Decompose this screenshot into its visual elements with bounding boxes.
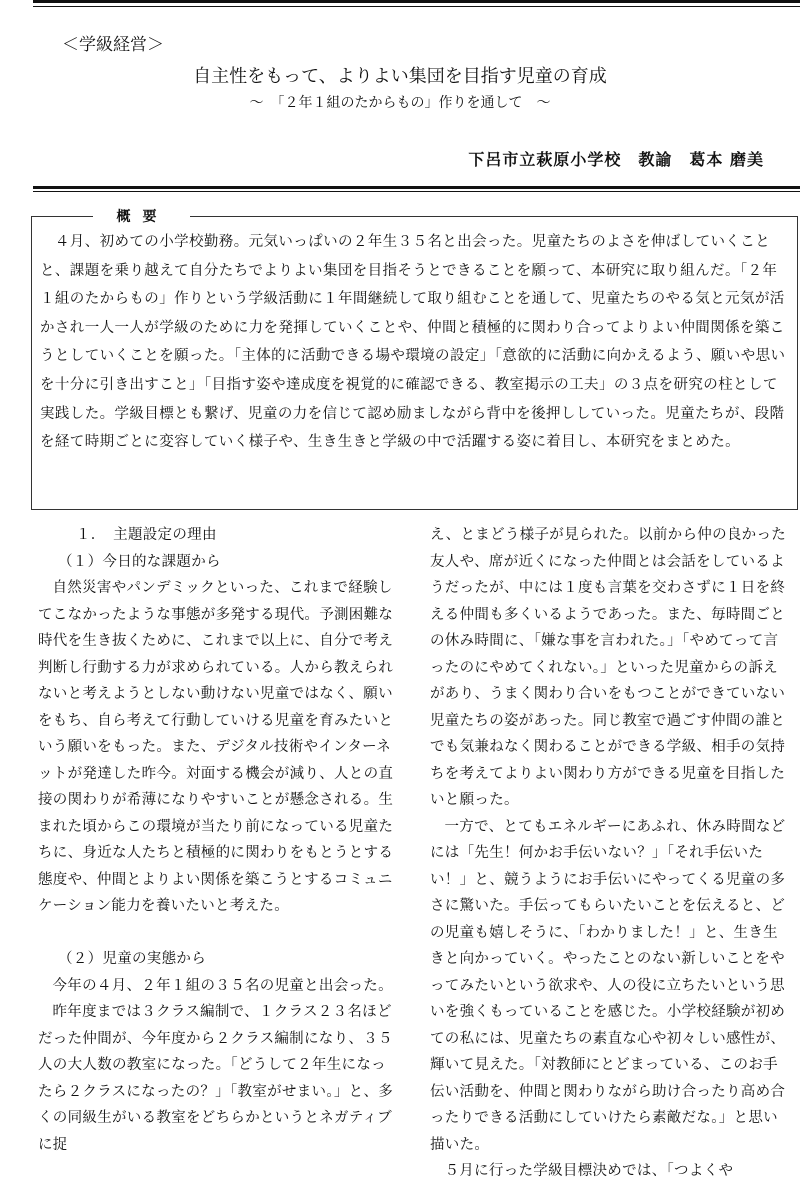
author-line: 下呂市立萩原小学校 教諭 葛本 磨美 bbox=[468, 150, 764, 169]
paragraph: 今年の４月、２年１組の３５名の児童と出会った。 bbox=[52, 977, 393, 994]
header-rule-thin bbox=[33, 191, 800, 192]
paragraph: え、とまどう様子が見られた。以前から仲の良かった友人や、席が近くになった仲間とは会話をしているようだったが、中には１度も言葉を交わさずに１日を終える仲間も多くいるようであった。また、毎時間ごとの休み時間に、「嫌な事を言われた。」「やめてって言ったのにやめてくれない。」といった児童からの訴えがあり、うまく関わり合いをもつことができていない児童たちの姿があった。同じ教室で過ごす仲間の誰とでも気兼ねなく関わることができる学級、相手の気持ちを考えてよりよい関わり方ができる児童を目指したいと願った。 bbox=[430, 527, 787, 808]
summary-label: 概要 bbox=[100, 206, 185, 226]
left-column bbox=[38, 522, 400, 1158]
paragraph: 昨年度までは３クラス編制で、１クラス２３名ほどだった仲間が、今年度から２クラス編制になり、３５人の大人数の教室になった。「どうして２年生になったら２クラスになったの？」「教室がせまい。」と、多くの同級生がいる教室をどちらかというとネガティブに捉 bbox=[38, 1004, 394, 1153]
page-title: 自主性をもって、よりよい集団を目指す児童の育成 bbox=[193, 66, 607, 87]
paragraph: 自然災害やパンデミックといった、これまで経験してこなかったような事態が多発する現代。予測困難な時代を生き抜くために、これまで以上に、自分で考え判断し行動する力が求められている。人から教えられないと考えようとしない動けない児童ではなく、願いをもち、自ら考えて行動していける児童を育みたいという願いをもった。また、デジタル技術やインターネットが発達した昨今。対面する機会が減り、人との直接の関わりが希薄になりやすいことが懸念される。生まれた頃からこの環境が当たり前になっている児童たちに、身近な人たちと積極的に関わりをもとうとする態度や、仲間とよりよい関係を築こうとするコミュニケーション能力を養いたいと考えた。 bbox=[38, 580, 394, 914]
section-heading: １． 主題設定の理由 bbox=[76, 527, 217, 543]
summary-text: ４月、初めての小学校勤務。元気いっぱいの２年生３５名と出会った。児童たちのよさを伸ばしていくことと、課題を乗り越えて自分たちでよりよい集団を目指そうとできることを願って、本研究に取り組んだ。「２年１組のたからもの」作りという学級活動に１年間継続して取り組むことを通して、児童たちのやる気と元気が活かされ一人一人が学級のために力を発揮していくことや、仲間と積極的に関わり合ってよりよい仲間関係を築こうとしていくことを願った。「主体的に活動できる場や環境の設定」「意欲的に活動に向かえるよう、願いや思いを十分に引き出すこと」「目指す姿や達成度を視覚的に確認できる、教室掲示の工夫」の３点を研究の柱として実践した。学級目標とも繋げ、児童の力を信じて認め励ましながら背中を後押ししていった。児童たちが、段階を経て時期ごとに変容していく様子や、生き生きと学級の中で活躍する姿に着目し、本研究をまとめた。 bbox=[40, 234, 786, 451]
summary-box-border bbox=[31, 216, 93, 217]
subsection-heading: （２）児童の実態から bbox=[58, 951, 206, 967]
top-rule-thick bbox=[33, 0, 800, 3]
paragraph: 一方で、とてもエネルギーにあふれ、休み時間などには「先生！何かお手伝いない？」「それ手伝いたい！」と、競うようにお手伝いにやってくる児童の多さに驚いた。手伝ってもらいたいことを伝えると、どの児童も嬉しそうに、「わかりました！」と、生き生きと向かっていく。やったことのない新しいことをやってみたいという欲求や、人の役に立ちたいという思いを強くもっていることを感じた。小学校経験が初めての私には、児童たちの素直な心や初々しい感性が、輝いて見えた。「対教師にとどまっている、このお手伝い活動を、仲間と関わりながら助け合ったり高め合ったりできる活動にしていけたら素敵だな。」と思い描いた。 bbox=[430, 818, 786, 1153]
subsection-heading: （１）今日的な課題から bbox=[58, 553, 221, 570]
paragraph: ５月に行った学級目標決めでは、「つよくや bbox=[444, 1163, 734, 1179]
header-rule-thick bbox=[33, 186, 800, 189]
summary-box-border bbox=[190, 216, 798, 217]
right-column bbox=[430, 522, 792, 1185]
top-rule-thin bbox=[33, 6, 800, 7]
category-label: ＜学級経営＞ bbox=[62, 35, 164, 55]
page-subtitle: ～ 「２年１組のたからもの」作りを通して ～ bbox=[249, 95, 551, 111]
